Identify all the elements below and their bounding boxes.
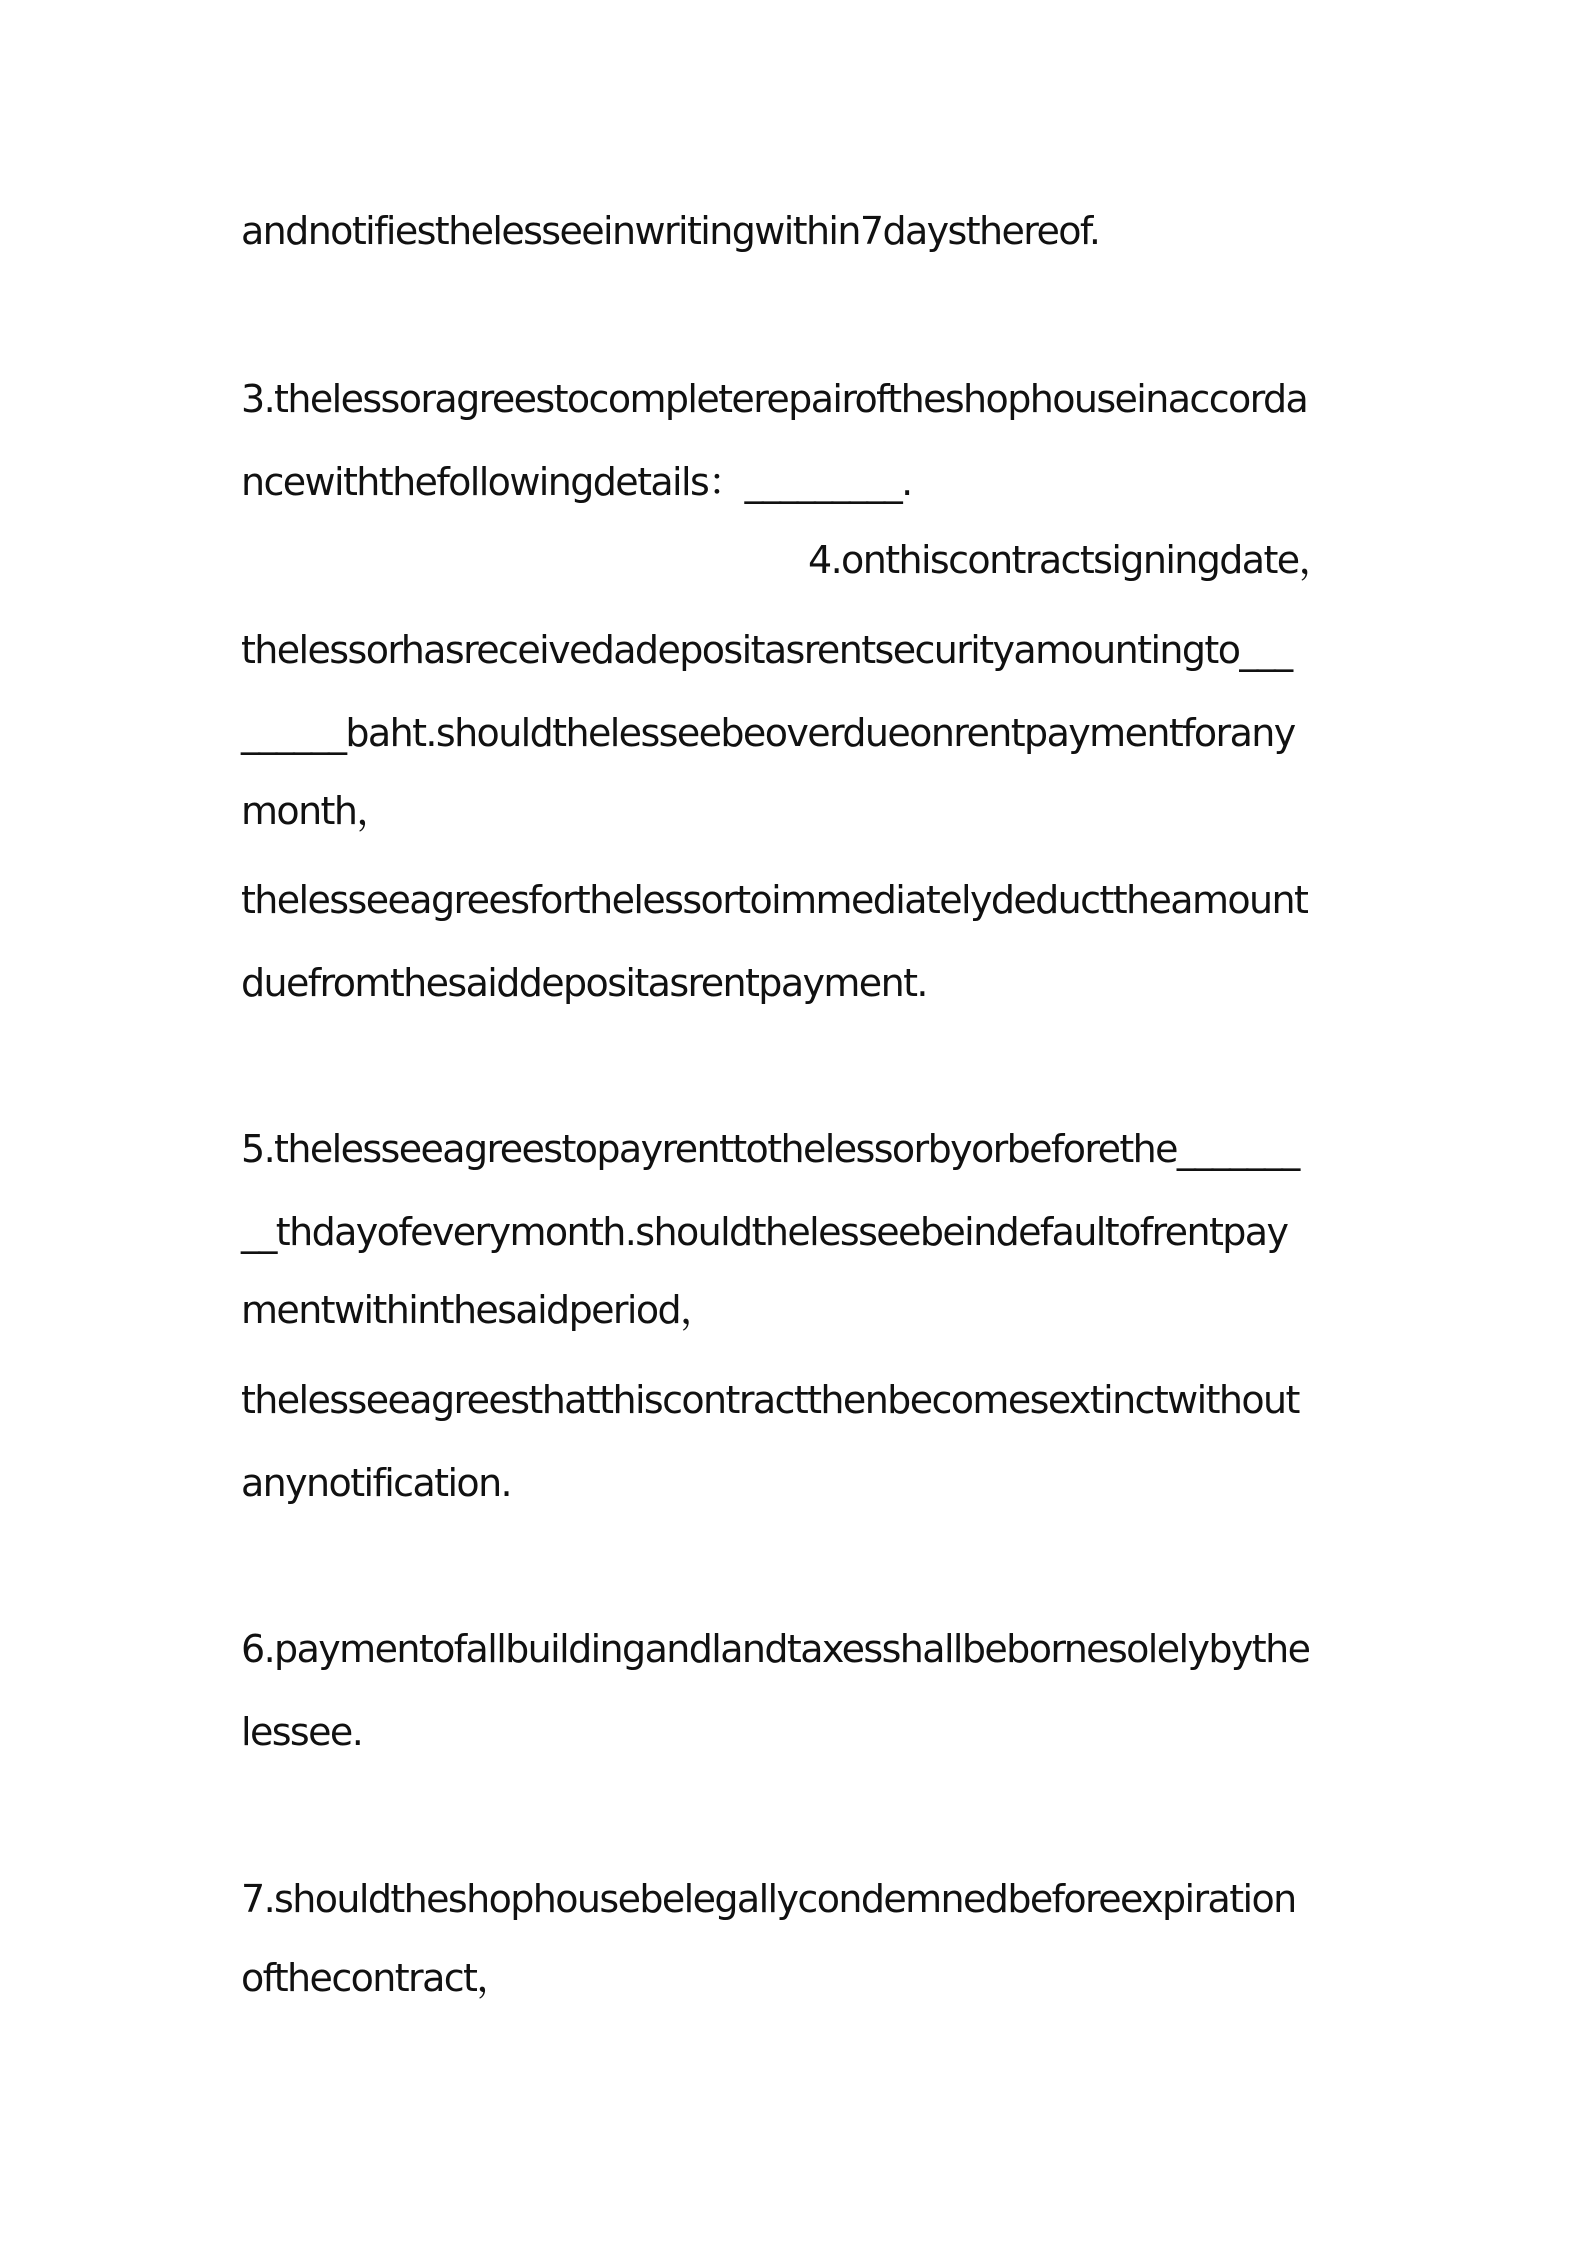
- clause-7-text: 7.shouldtheshophousebelegallycondemnedbeforeexpiration: [241, 1877, 1296, 1921]
- text-line: __thdayofeverymonth.shouldthelesseebeindefaultofrentpay: [241, 1210, 1288, 1254]
- clause-5-text: 5.thelesseeagreestopayrenttothelessorbyorbeforethe_______: [241, 1127, 1299, 1171]
- clause-3-text: 3.thelessoragreestocompleterepairoftheshophouseinaccorda: [241, 377, 1308, 421]
- text-line: ncewiththefollowingdetails：_________.: [241, 460, 912, 504]
- text-line: thelessorhasreceivedadepositasrentsecurityamountingto___: [241, 628, 1292, 672]
- text-line: thelesseeagreesforthelessortoimmediatelydeducttheamount: [241, 878, 1308, 922]
- clause-4-text: 4.onthiscontractsigningdate，: [808, 538, 1335, 582]
- text-line: mentwithinthesaidperiod，: [241, 1288, 717, 1332]
- text-line: duefromthesaiddepositasrentpayment.: [241, 961, 927, 1005]
- text-line: ______baht.shouldthelesseebeoverdueonrentpaymentforany: [241, 711, 1295, 755]
- text-line: andnotifiesthelesseeinwritingwithin7daysthereof.: [241, 209, 1100, 253]
- clause-6-text: 6.paymentofallbuildingandlandtaxesshallbebornesolelybythe: [241, 1627, 1310, 1671]
- text-line: lessee.: [241, 1710, 363, 1754]
- text-line: month，: [241, 789, 393, 833]
- text-line: ofthecontract，: [241, 1956, 513, 2000]
- text-line: thelesseeagreesthatthiscontractthenbecomesextinctwithout: [241, 1378, 1299, 1422]
- text-line: anynotification.: [241, 1461, 512, 1505]
